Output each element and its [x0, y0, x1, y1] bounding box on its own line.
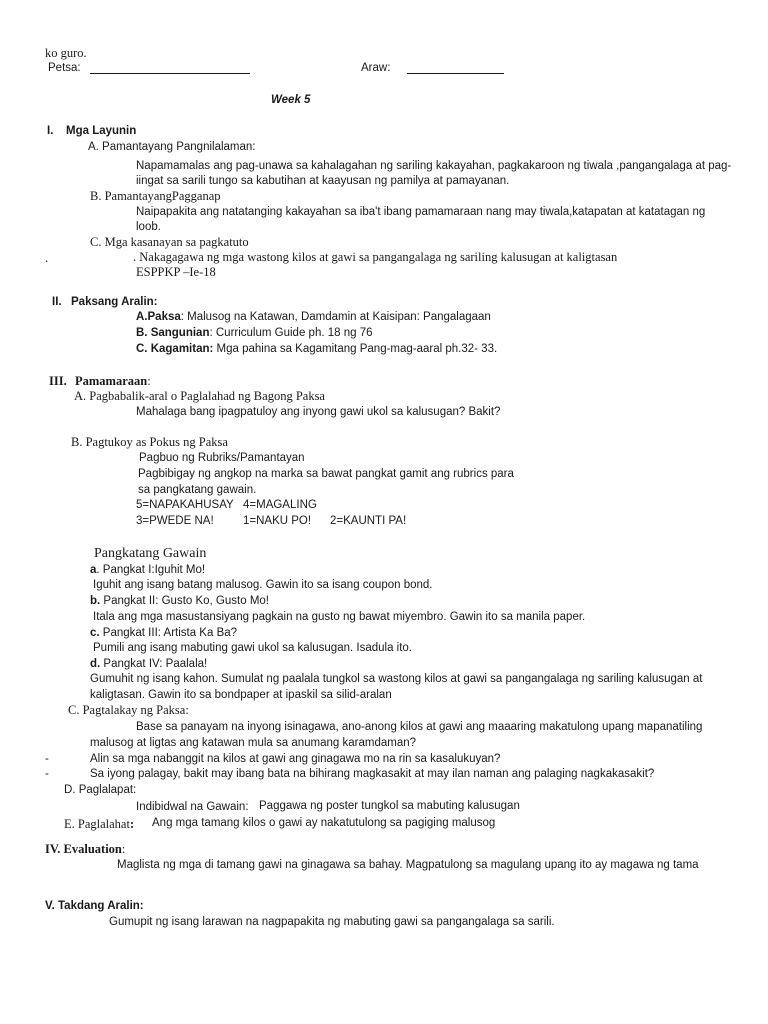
pamamaraan-b-line-1: Pagbuo ng Rubriks/Pamantayan: [139, 452, 305, 464]
layunin-c-text-2: ESPPKP –Ie-18: [136, 265, 216, 279]
pangkat-d-line: [90, 657, 207, 672]
pangkat-c-letter: c.: [90, 627, 100, 639]
pangkat-b-text: Itala ang mga masustansiyang pagkain na gusto ng bawat miyembro. Gawin ito sa manila paper.: [93, 611, 586, 623]
layunin-a-text-2: iingat sa sarili tungo sa kabutihan at kaayusan ng pamilya at pamayanan.: [136, 175, 510, 187]
takdang-text: Gumupit ng isang larawan na nagpapakita ng mabuting gawi sa pangangalaga sa sarili.: [109, 916, 555, 928]
rubric-1: 1=NAKU PO!: [243, 515, 312, 527]
pagtalakay-title: C. Pagtalakay ng Paksa:: [68, 703, 189, 717]
paksa-value: : Malusog na Katawan, Damdamin at Kaisipan: Pangalagaan: [180, 311, 491, 323]
pagtalakay-dash-1: -: [45, 753, 49, 765]
paksang-heading: Paksang Aralin:: [71, 296, 158, 308]
pamamaraan-heading: Pamamaraan: [75, 374, 148, 388]
layunin-a-text-1: Napamamalas ang pag-unawa sa kahalagahan ng sariling kakayahan, pagkakaroon ng tiwala ,pangangalaga at pag-: [136, 160, 732, 172]
evaluation-colon: :: [121, 842, 126, 856]
kagamitan-value: Mga pahina sa Kagamitang Pang-mag-aaral ph.32- 33.: [213, 343, 498, 355]
week-title: Week 5: [271, 94, 311, 106]
pagtalakay-text-1: Base sa panayam na inyong isinagawa, ano-anong kilos at gawi ang maaaring makatulong upang mapanatiling: [136, 721, 703, 733]
kagamitan-line: [136, 342, 497, 357]
pangkat-d-text-2: kaligtasan. Gawin ito sa bondpaper at ipaskil sa silid-aralan: [90, 689, 392, 701]
paglalahat-colon: :: [129, 817, 135, 831]
pagtalakay-question-1: Alin sa mga nabanggit na kilos at gawi ang ginagawa mo na rin sa kasalukuyan?: [90, 753, 501, 765]
kagamitan-label: C. Kagamitan:: [136, 343, 214, 355]
pangkat-a-line: [90, 563, 205, 578]
pangkat-a-letter: a: [90, 564, 97, 576]
petsa-label: Petsa:: [48, 62, 81, 74]
sangunian-line: [136, 326, 373, 341]
pamamaraan-b-line-2: Pagbibigay ng angkop na marka sa bawat pangkat gamit ang rubrics para: [138, 468, 514, 480]
pangkat-b-line: [90, 594, 269, 609]
fragment-text: ko guro.: [45, 46, 87, 60]
petsa-blank-line: [90, 73, 250, 74]
pangkat-b-letter: b.: [90, 595, 101, 607]
pagtalakay-text-2: malusog at ligtas ang katawan mula sa anumang karamdaman?: [90, 737, 417, 749]
pamamaraan-a-title: A. Pagbabalik-aral o Paglalahad ng Bagong Paksa: [74, 389, 325, 403]
layunin-c-title: C. Mga kasanayan sa pagkatuto: [90, 235, 249, 249]
araw-label: Araw:: [361, 62, 391, 74]
pamamaraan-b-line-3: sa pangkatang gawain.: [138, 484, 257, 496]
pamamaraan-number: III.: [49, 374, 67, 388]
pangkat-b-label: Pangkat II: Gusto Ko, Gusto Mo!: [100, 595, 269, 607]
evaluation-heading: IV. Evaluation: [45, 842, 122, 856]
rubric-5: 5=NAPAKAHUSAY: [136, 499, 234, 511]
paglalapat-title: D. Paglalapat:: [64, 784, 137, 796]
pamamaraan-b-title: B. Pagtukoy as Pokus ng Paksa: [71, 435, 228, 449]
pangkat-c-text: Pumili ang isang mabuting gawi ukol sa kalusugan. Isadula ito.: [93, 642, 412, 654]
layunin-c-text-1: . Nakagagawa ng mga wastong kilos at gawi sa pangangalaga ng sariling kalusugan at kaligtasan: [133, 250, 618, 264]
rubric-4: 4=MAGALING: [243, 499, 317, 511]
pangkat-a-text: Iguhit ang isang batang malusog. Gawin ito sa isang coupon bond.: [93, 579, 433, 591]
layunin-b-text-1: Naipapakita ang natatanging kakayahan sa iba't ibang pamamaraan nang may tiwala,katapatan at katatagan ng: [136, 206, 706, 218]
paglalahat-title-line: [64, 817, 134, 832]
pagtalakay-dash-2: -: [45, 768, 49, 780]
pangkat-c-label: Pangkat III: Artista Ka Ba?: [99, 627, 238, 639]
paksa-label: A.Paksa: [136, 311, 181, 323]
takdang-heading: V. Takdang Aralin:: [45, 900, 144, 912]
pangkat-d-letter: d.: [90, 658, 101, 670]
layunin-number: I.: [47, 125, 54, 137]
paksang-number: II.: [52, 296, 62, 308]
rubric-2: 2=KAUNTI PA!: [330, 515, 407, 527]
evaluation-text: Maglista ng mga di tamang gawi na ginagawa sa bahay. Magpatulong sa magulang upang ito ay magawa ng tama: [117, 859, 699, 871]
pangkat-d-label: Pangkat IV: Paalala!: [100, 658, 208, 670]
layunin-a-title: A. Pamantayang Pangnilalaman:: [88, 141, 256, 153]
pamamaraan-heading-colon: :: [147, 374, 151, 388]
paglalahat-title: E. Paglalahat: [64, 817, 130, 831]
sangunian-value: : Curriculum Guide ph. 18 ng 76: [209, 327, 373, 339]
rubric-3: 3=PWEDE NA!: [136, 515, 214, 527]
layunin-b-title: B. PamantayangPagganap: [90, 189, 221, 203]
pangkatang-title: Pangkatang Gawain: [94, 546, 207, 561]
sangunian-label: B. Sangunian: [136, 327, 210, 339]
layunin-b-text-2: loob.: [136, 221, 161, 233]
layunin-c-bullet: .: [45, 251, 49, 265]
layunin-heading: Mga Layunin: [66, 125, 137, 137]
pagtalakay-question-2: Sa iyong palagay, bakit may ibang bata na bihirang magkasakit at may ilan naman ang palaging nagkakasakit?: [90, 768, 655, 780]
pamamaraan-a-text: Mahalaga bang ipagpatuloy ang inyong gawi ukol sa kalusugan? Bakit?: [136, 406, 501, 418]
paglalapat-text: Paggawa ng poster tungkol sa mabuting kalusugan: [259, 800, 520, 812]
evaluation-heading-line: [45, 842, 125, 857]
pamamaraan-heading-line: [75, 374, 151, 389]
paksa-line: [136, 310, 491, 325]
paglalahat-text: Ang mga tamang kilos o gawi ay nakatutulong sa pagiging malusog: [152, 817, 496, 829]
pangkat-c-line: [90, 626, 237, 641]
pangkat-d-text-1: Gumuhit ng isang kahon. Sumulat ng paalala tungkol sa wastong kilos at gawi sa pangangalaga ng sariling kalusugan at: [90, 673, 703, 685]
pangkat-a-label: . Pangkat I:Iguhit Mo!: [96, 564, 206, 576]
araw-blank-line: [407, 73, 504, 74]
paglalapat-label: Indibidwal na Gawain:: [136, 801, 249, 813]
